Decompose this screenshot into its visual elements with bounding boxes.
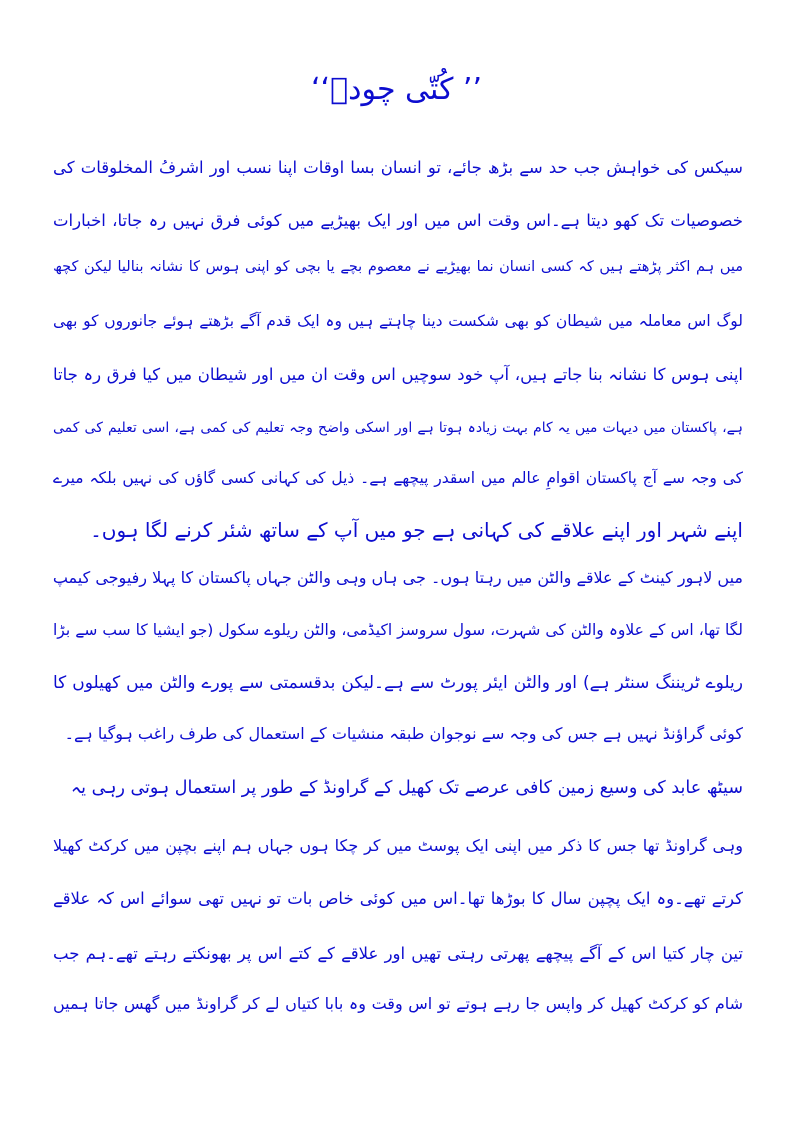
text-line: ریلوے ٹریننگ سنٹر ہے) اور والٹن ایئر پورٹ سے ہے۔لیکن بدقسمتی سے پورے والٹن میں کھیلوں کا [53, 673, 743, 693]
text-line: میں ہم اکثر پڑھتے ہیں کہ کسی انسان نما بھیڑیے نے معصوم بچے یا بچی کو اپنی ہوس کا نشانہ بنالیا لیکن کچھ [53, 259, 743, 275]
text-line: شام کو کرکٹ کھیل کر واپس جا رہے ہوتے تو اس وقت وہ بابا کتیاں لے کر گراونڈ میں گھس جاتا ہمیں [53, 994, 743, 1013]
document-title: ’’ کُتّی چودؑ‘‘ [311, 72, 482, 107]
text-line: سیٹھ عابد کی وسیع زمین کافی عرصے تک کھیل کے گراونڈ کے طور پر استعمال ہوتی رہی یہ [70, 778, 743, 798]
text-line: میں لاہور کینٹ کے علاقے والٹن میں رہتا ہوں۔ جی ہاں وہی والٹن جہاں پاکستان کا پہلا رفیوجی کیمپ [53, 568, 743, 587]
text-line: کی وجہ سے آج پاکستان اقوامِ عالم میں اسقدر پیچھے ہے۔ ذیل کی کہانی کسی گاؤں کی نہیں بلکہ میرے [53, 469, 743, 487]
text-line: کرتے تھے۔وہ ایک پچپن سال کا بوڑھا تھا۔اس میں کوئی خاص بات تو نہیں تھی سوائے اس کہ علاقے [53, 889, 743, 908]
text-line: خصوصیات تک کھو دیتا ہے۔اس وقت اس میں اور ایک بھیڑیے میں کوئی فرق نہیں رہ جاتا، اخبارات [53, 211, 743, 230]
text-line: سیکس کی خواہش جب حد سے بڑھ جائے، تو انسان بسا اوقات اپنا نسب اور اشرفُ المخلوقات کی [53, 158, 743, 177]
text-line: لوگ اس معاملہ میں شیطان کو بھی شکست دینا چاہتے ہیں وہ ایک قدم آگے بڑھتے ہوئے جانوروں کو بھی [53, 312, 743, 330]
text-line: اپنی ہوس کا نشانہ بنا جاتے ہیں، آپ خود سوچیں اس وقت ان میں اور شیطان میں کیا فرق رہ جاتا [53, 365, 743, 384]
text-line: کوئی گراؤنڈ نہیں ہے جس کی وجہ سے نوجوان طبقہ منشیات کے استعمال کی طرف راغب ہوگیا ہے۔ [64, 724, 743, 743]
text-line: لگا تھا، اس کے علاوہ والٹن کی شہرت، سول سروسز اکیڈمی، والٹن ریلوے سکول (جو ایشیا کا سب سے بڑا [53, 621, 743, 639]
text-line: تین چار کتیا اس کے آگے پیچھے پھرتی رہتی تھیں اور علاقے کے کتے اس پر بھونکتے رہتے تھے۔ہم جب [53, 944, 743, 963]
text-line: اپنے شہر اور اپنے علاقے کی کہانی ہے جو میں آپ کے ساتھ شئر کرنے لگا ہوں۔ [90, 518, 743, 542]
text-line: وہی گراونڈ تھا جس کا ذکر میں اپنی ایک پوسٹ میں کر چکا ہوں جہاں ہم اپنے بچپن میں کرکٹ کھیلا [53, 836, 743, 855]
text-line: ہے، پاکستان میں دیہات میں یہ کام بہت زیادہ ہوتا ہے اور اسکی واضح وجہ تعلیم کی کمی ہے، اسی تعلیم کی کمی [53, 420, 743, 436]
